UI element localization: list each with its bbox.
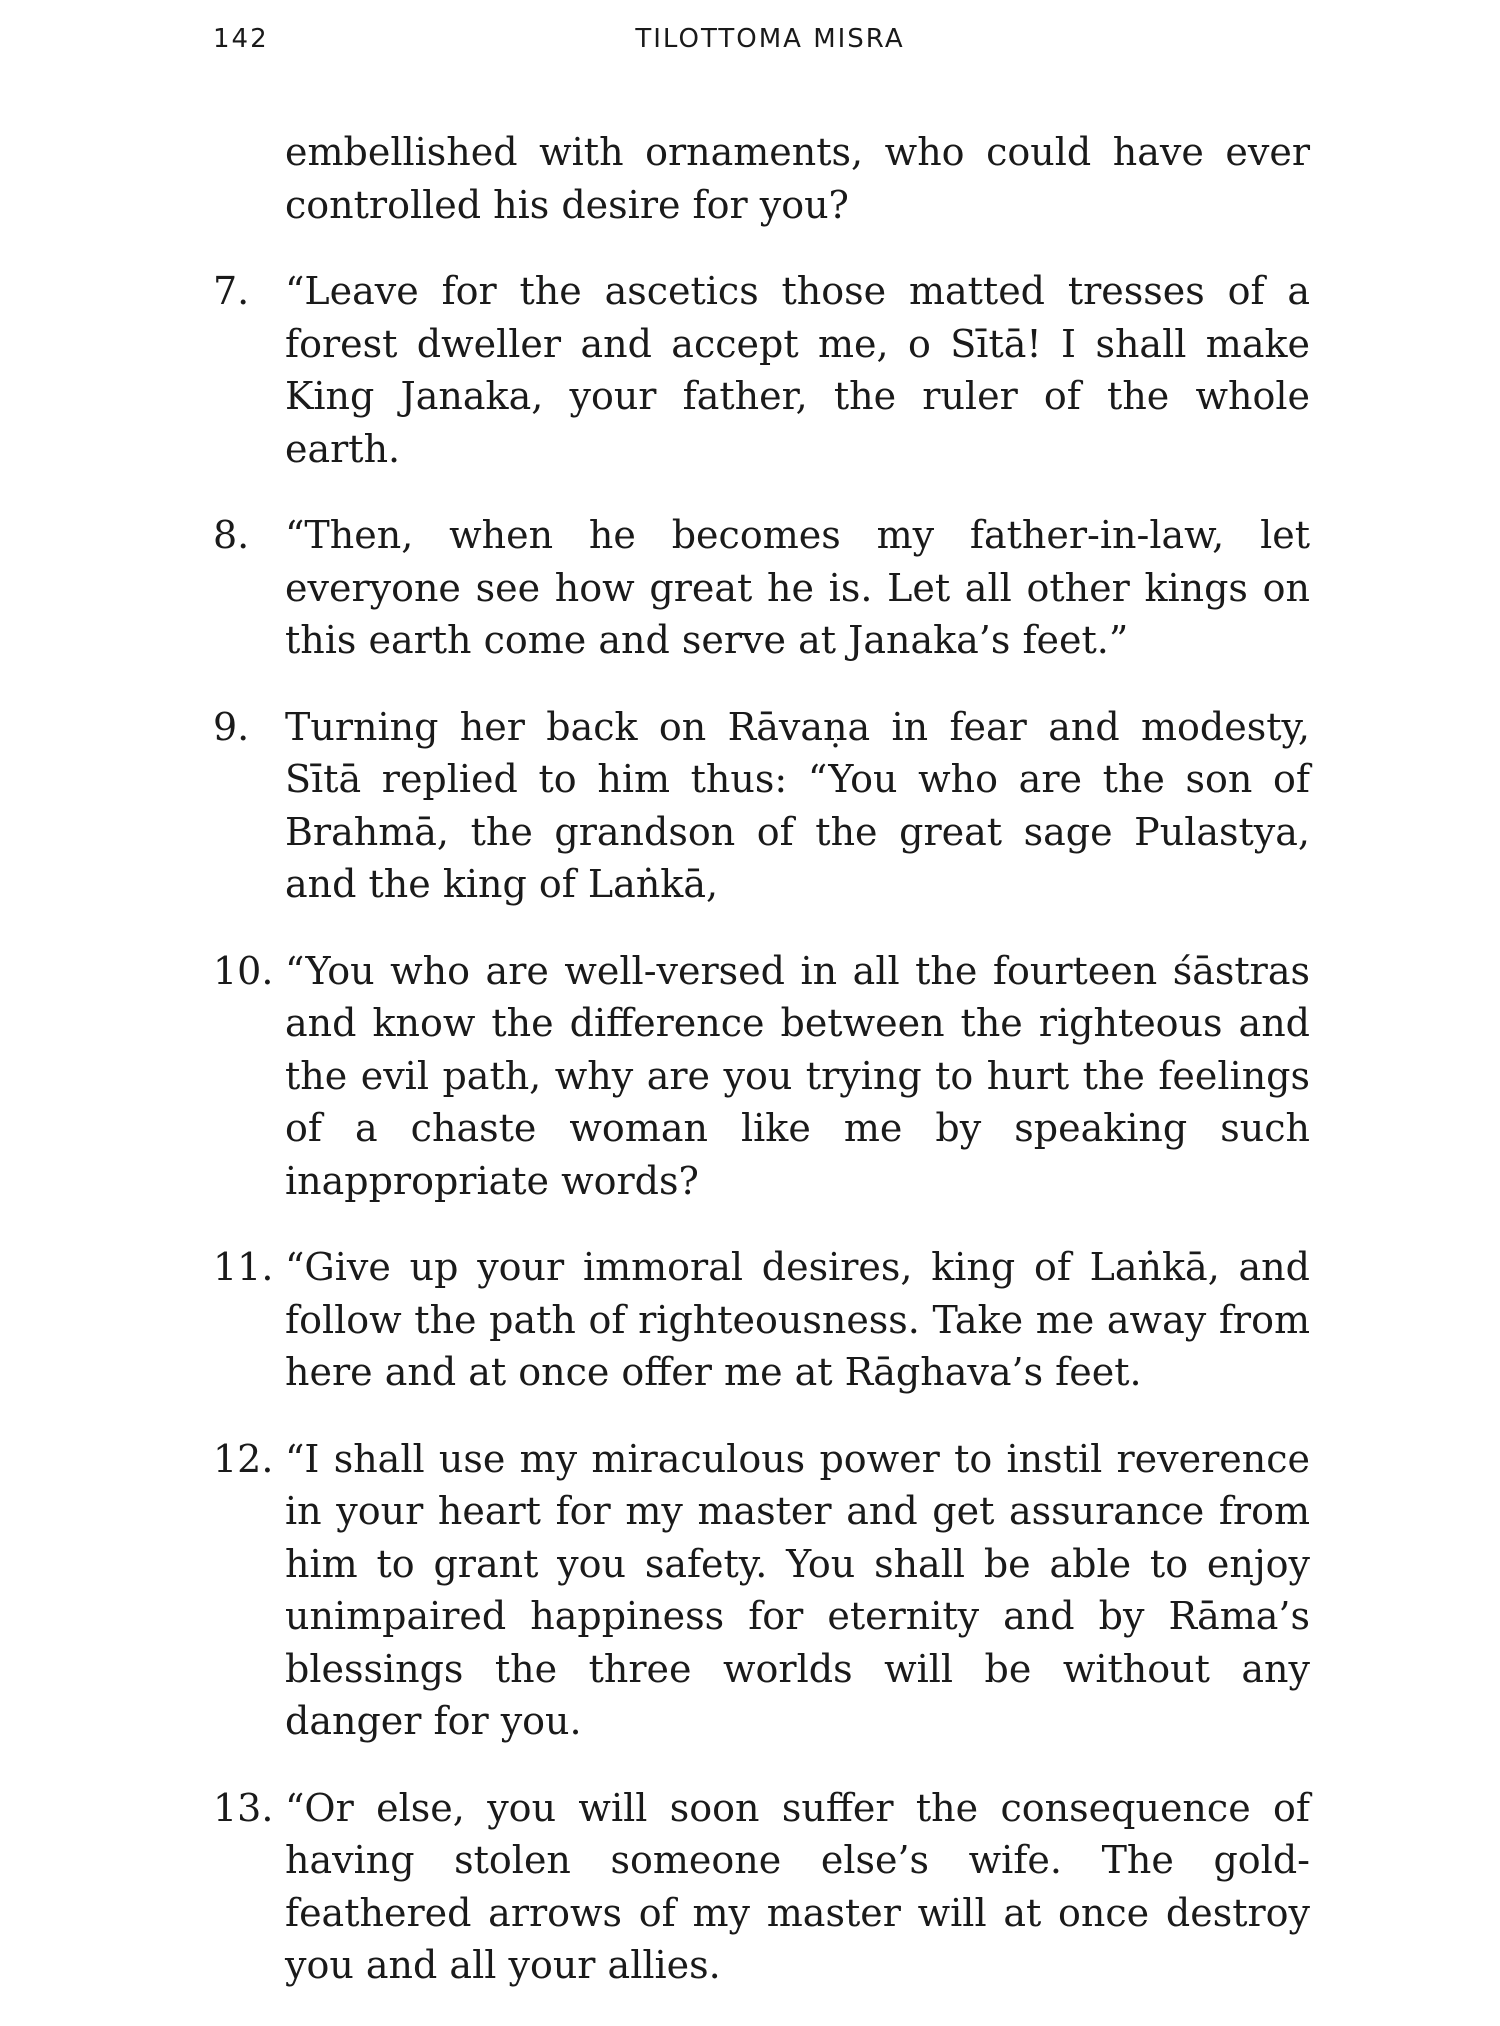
verse-13: [213, 1782, 1310, 1992]
verse-text: “Leave for the ascetics those matted tresses of a forest dweller and accept me, o Sītā! I shall make King Janaka, your father, the ruler of the whole earth.: [285, 269, 1310, 471]
page-number: 142: [213, 24, 269, 54]
verse-number: 8.: [213, 513, 250, 557]
verse-number: 9.: [213, 704, 250, 749]
verse-text: “Give up your immoral desires, king of Laṅkā, and follow the path of righteousness. Take me away from here and at once offer me at Rāghava’s feet.: [285, 1245, 1310, 1394]
paragraph-text: embellished with ornaments, who could have ever controlled his desire for you?: [285, 130, 1310, 227]
running-head: [0, 24, 1500, 64]
verse-number: 7.: [213, 269, 250, 313]
verse-number: 10.: [213, 948, 274, 993]
verse-10: [213, 945, 1310, 1208]
verse-number: 11.: [213, 1245, 274, 1289]
verse-text: “Or else, you will soon suffer the consequence of having stolen someone else’s wife. The gold-feathered arrows of my master will at once destroy you and all your allies.: [285, 1785, 1310, 1987]
verse-text: Turning her back on Rāvaṇa in fear and modesty, Sītā replied to him thus: “You who are the son of Brahmā, the grandson of the great sage Pulastya, and the king of Laṅkā,: [285, 704, 1310, 906]
verse-text: “Then, when he becomes my father-in-law, let everyone see how great he is. Let all other kings on this earth come and serve at Janaka’s feet.”: [285, 513, 1310, 662]
body-text: [213, 126, 1310, 2026]
verse-number: 13.: [213, 1785, 274, 1830]
verse-11: [213, 1241, 1310, 1399]
verse-8: [213, 509, 1310, 667]
verse-text: “You who are well-versed in all the fourteen śāstras and know the difference between the righteous and the evil path, why are you trying to hurt the feelings of a chaste woman like me by speaking such inappropriate words?: [285, 948, 1310, 1203]
verse-text: “I shall use my miraculous power to instil reverence in your heart for my master and get assurance from him to grant you safety. You shall be able to enjoy unimpaired happiness for eternity and by Rāma’s blessings the three worlds will be without any danger for you.: [285, 1436, 1310, 1743]
running-title: TILOTTOMA MISRA: [635, 24, 905, 54]
verse-number: 12.: [213, 1436, 274, 1481]
verse-12: [213, 1433, 1310, 1748]
verse-7: [213, 265, 1310, 475]
verse-9: [213, 701, 1310, 911]
paragraph-continuation: [213, 126, 1310, 231]
